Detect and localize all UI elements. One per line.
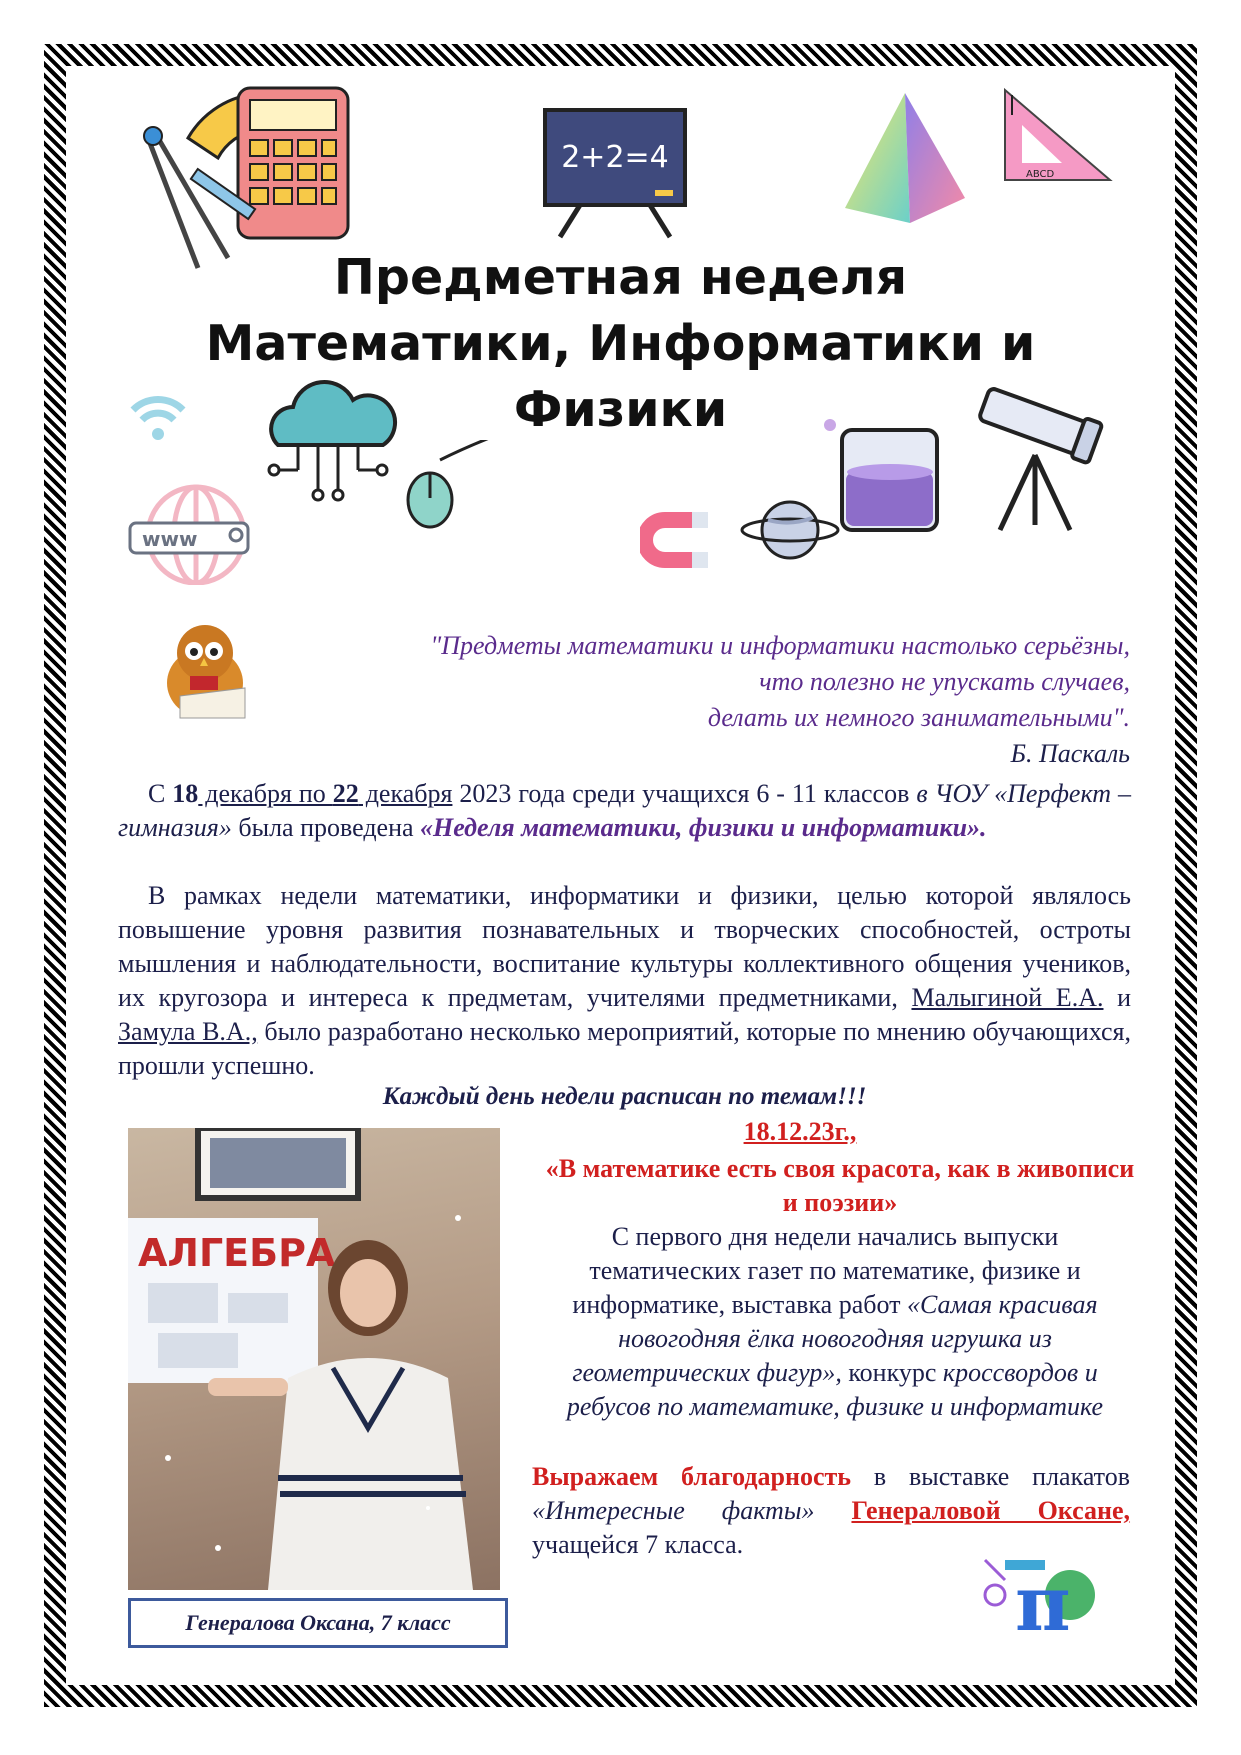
student-photo [128, 1128, 500, 1590]
beaker-icon [820, 410, 960, 540]
ruler-text: ABCD [1026, 169, 1055, 180]
poster-text: АЛГЕБРА [138, 1231, 336, 1275]
teacher-name: Замула В.А., [118, 1017, 258, 1046]
svg-text:π: π [1015, 1559, 1071, 1648]
pyramid-icon [840, 88, 970, 228]
thanks-paragraph: Выражаем благодарность в выставке плакатов «Интересные факты» Генераловой Оксане, учащейся 7 класса. [532, 1462, 1131, 1559]
globe-browser-icon [128, 475, 263, 585]
photo-scene [128, 1128, 500, 1590]
telescope-icon [960, 375, 1110, 535]
magnet-icon [640, 510, 715, 570]
teacher-name: Малыгиной Е.А. [911, 983, 1104, 1012]
goals-paragraph: В рамках недели математики, информатики и физики, целью которой являлось повышение уровня развития познавательных и творческих способностей, остроты мышления и наблюдательности, воспитание культуры коллективного общения учеников, их кругозора и интереса к предметам, учителями предметниками, Малыгиной Е.А. и Замула В.А., было разработано несколько мероприятий, которые по мнению обучающихся, прошли успешно. [118, 881, 1132, 1080]
photo-caption: Генералова Оксана, 7 класс [128, 1598, 508, 1648]
page-title: Предметная неделя Математики, Информатики и Физики [205, 249, 1036, 438]
cloud-network-icon [258, 375, 398, 510]
student-name: Генераловой Оксане, [851, 1496, 1131, 1525]
event-name: «Неделя математики, физики и информатики». [420, 813, 987, 842]
pi-logo-icon [975, 1540, 1105, 1650]
pascal-quote: "Предметы математики и информатики настолько серьёзны, что полезно не упускать случаев, делать их немного занимательными". Б. Паскаль [300, 628, 1130, 772]
day-description: С первого дня недели начались выпуски тематических газет по математике, физике и информатике, выставка работ «Самая красивая новогодняя ёлка новогодняя игрушка из геометрических фигур», конкурс кроссвордов и ребусов по математике, физике и информатике [566, 1222, 1104, 1421]
triangle-ruler-icon [1000, 85, 1115, 185]
chalkboard-icon [540, 105, 690, 240]
school-name: в ЧОУ «Перфект – гимназия» [118, 779, 1132, 842]
intro-paragraph: С 18 декабря по 22 декабря 2023 года среди учащихся 6 - 11 классов в ЧОУ «Перфект – гимназия» была проведена «Неделя математики, физики и информатики». [118, 779, 1132, 842]
day-theme: «В математике есть своя красота, как в живописи и поэзии» [545, 1154, 1135, 1217]
mouse-icon [400, 440, 520, 530]
chalkboard-text: 2+2=4 [561, 140, 669, 175]
owl-mascot-image [150, 618, 260, 723]
quote-author: Б. Паскаль [1010, 739, 1130, 768]
wifi-icon [128, 390, 188, 445]
day-date: 18.12.23г., [743, 1117, 857, 1146]
schedule-tagline: Каждый день недели расписан по темам!!! [382, 1083, 867, 1110]
browser-text: www [142, 527, 198, 551]
